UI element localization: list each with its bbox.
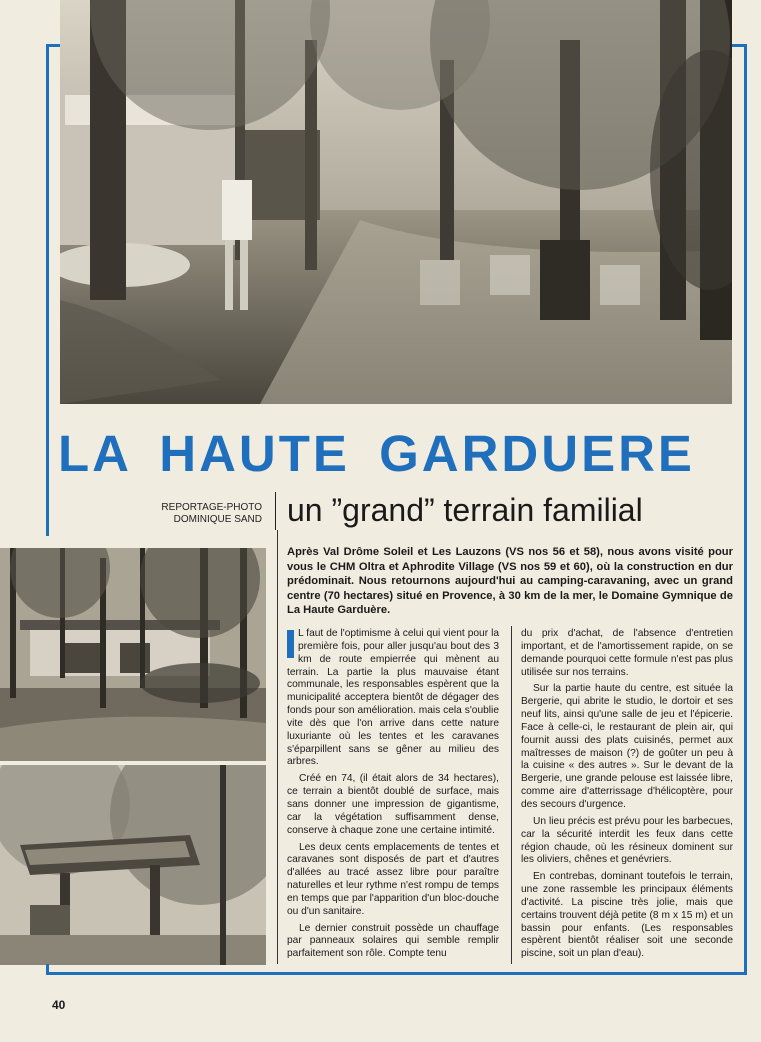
article-subtitle: un ”grand” terrain familial (287, 492, 643, 528)
frame-rule-right-tick (732, 44, 747, 47)
covered-structure-photo (0, 765, 266, 965)
photo-credit-line2: DOMINIQUE SAND (173, 514, 262, 525)
body-paragraph: du prix d'achat, de l'absence d'entretien important, et de l'amortissement rapide, on se demande pourquoi cette formule n'est pas plus utilisée sur nos terrains. (521, 628, 733, 678)
body-paragraph: Sur la partie haute du centre, est située la Bergerie, qui abrite le studio, le dortoir et ses neuf lits, ainsi qu'une salle de jeu et l'épicerie. Face à celle-ci, le restaurant de plein air, qui fournit aussi des plats cuisinés, permet aux maîtresses de maison (?) de goûter un peu à la cuisine « des autres ». Sur le devant de la Bergerie, une grande pelouse est laissée libre, comme aire d'atterrissage d'hélicoptère, pour des secours d'urgence. (521, 683, 733, 810)
page-number: 40 (52, 998, 66, 1012)
body-paragraph: Les deux cents emplacements de tentes et caravanes sont disposés de part et d'autres d'allées au tracé assez libre pour paraître naturelles et leur rythme n'est rompu de temps en temps que par l'apparition d'un bloc-douche ou d'un sanitaire. (287, 841, 499, 917)
body-column-2 (521, 628, 733, 965)
body-column-1 (287, 628, 499, 965)
article-intro: Après Val Drôme Soleil et Les Lauzons (VS nos 56 et 58), nous avons visité pour vous le CHM Oltra et Aphrodite Village (VS nos 59 et 60), où la construction en dur prédominait. Nous retournons aujourd'hui au camping-caravaning, avec un grand centre (70 hectares) situé en Provence, à 30 km de la mer, le Domaine Gymnique de La Haute Garduère. (287, 546, 733, 617)
photo-credit (150, 502, 262, 526)
frame-rule-bottom-tick (46, 964, 49, 975)
body-paragraph: L faut de l'optimisme à celui qui vient pour la première fois, pour aller jusqu'au bout des 3 km de route empierrée qui mènent au terrain. La partie la plus mauvaise étant communale, les responsables espèrent que la municipalité acceptera bientôt de dégager des fonds pour son amélioration. mais cela s'oublie vite dès que l'on arrive dans cette nature luxuriante où les tentes et les caravanes s'éparpillent sans se gêner au milieu des arbres. (287, 628, 499, 768)
subtitle-divider (275, 492, 276, 530)
column-divider (277, 530, 278, 964)
frame-rule-bottom (46, 972, 747, 975)
body-paragraph: Le dernier construit possède un chauffage par panneaux solaires qui semble remplir parfaitement son rôle. Compte tenu (287, 922, 499, 960)
building-in-pines-photo (0, 548, 266, 761)
frame-rule-right (744, 44, 747, 974)
photo-credit-line1: REPORTAGE-PHOTO (161, 502, 262, 513)
body-paragraph: En contrebas, dominant toutefois le terrain, une zone rassemble les principaux éléments d'activité. La piscine très jolie, mais que certains trouvent déjà petite (8 m x 15 m) et un bassin pour enfants. (Les responsables espèrent bientôt réaliser soit une seconde piscine, soit un plan d'eau). (521, 871, 733, 960)
article-headline: LA HAUTE GARDUERE (58, 425, 695, 482)
drop-cap (287, 630, 294, 658)
body-paragraph: Créé en 74, (il était alors de 34 hectares), ce terrain a bientôt doublé de surface, mais sans donner une impression de gigantisme, car la végétation suffisamment dense, conserve à chaque zone une certaine intimité. (287, 773, 499, 836)
column-divider (511, 626, 512, 964)
body-paragraph: Un lieu précis est prévu pour les barbecues, car la sécurité interdit les feux dans cette région chaude, où les résineux dominent sur les oliviers, chênes et genévriers. (521, 815, 733, 866)
frame-rule-left-tick (46, 44, 60, 47)
campsite-forest-photo (60, 0, 732, 404)
frame-rule-left (46, 44, 49, 536)
